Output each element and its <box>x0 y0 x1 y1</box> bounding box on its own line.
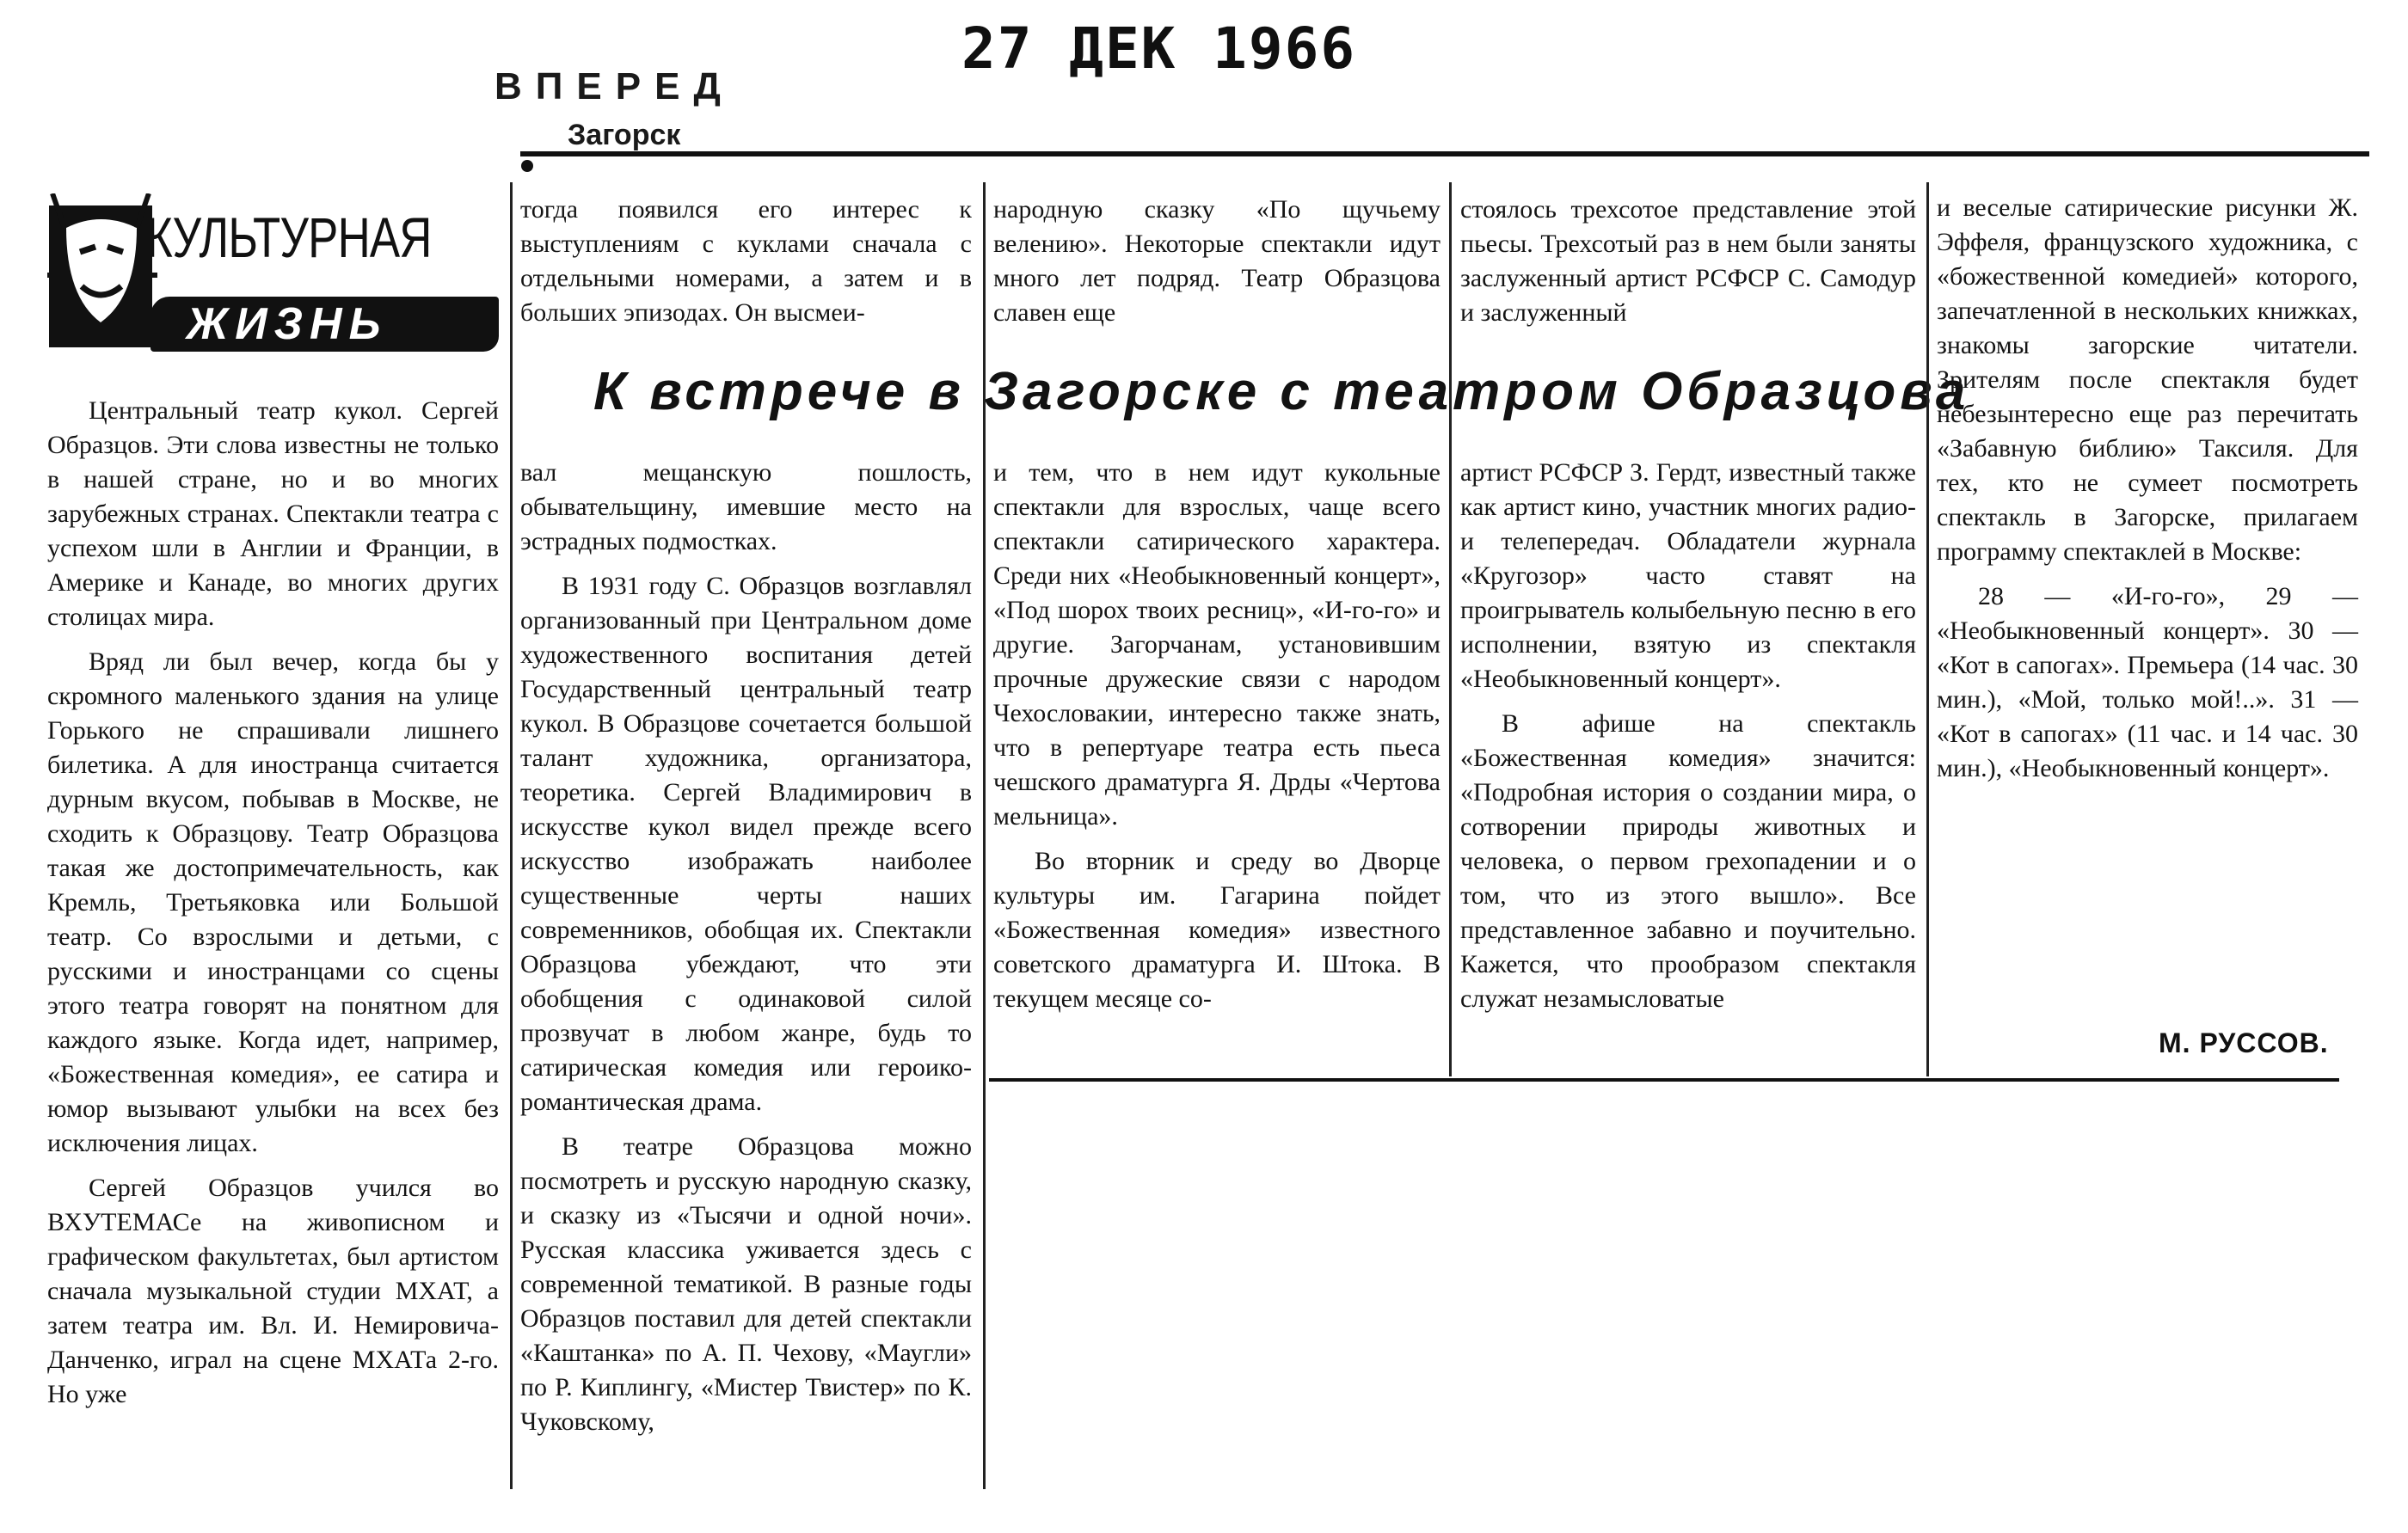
paragraph: и веселые сатирические рисунки Ж. Эффеля, французского художника, с «божественной комедией» которого, запечатленной в нескольких книжках, знакомы загорские читатели. Зрителям после спектакля будет небезынтересно еще раз перечитать «Забавную библию» Таксиля. Для тех, кто не сумеет посмотреть спектакль в Загорске, прилагаем программу спектаклей в Москве: <box>1937 193 2358 566</box>
article-top-column-2 <box>520 193 972 330</box>
paragraph: вал мещанскую пошлость, обывательщину, имевшие место на эстрадных подмостках. <box>520 458 972 555</box>
rubric-title-top: КУЛЬТУРНАЯ <box>146 205 432 269</box>
article-column-1 <box>47 394 499 1412</box>
column-rule-4 <box>1926 182 1929 1076</box>
paragraph: артист РСФСР З. Гердт, известный также как артист кино, участник многих радио- и телепередач. Обладатели журнала «Кругозор» часто ставят на проигрыватель колыбельную песню в его исполнении, взятую из спектакля «Необыкновенный концерт». <box>1460 458 1916 693</box>
paragraph: тогда появился его интерес к выступлениям с куклами сначала с отдельными номерами, а затем и в больших эпизодах. Он высмеи- <box>520 195 972 327</box>
paragraph: и тем, что в нем идут кукольные спектакли для взрослых, чаще всего спектакли сатирического характера. Среди них «Необыкновенный концерт», «Под шорох твоих ресниц», «И-го-го» и другие. Загорчанам, установившим прочные дружеские связи с народом Чехословакии, интересно также знать, что в репертуаре театра есть пьеса чешского драматурга Я. Дрды «Чертова мельница». <box>993 458 1440 831</box>
article-top-column-4 <box>1460 193 1916 330</box>
masthead-dot <box>521 160 533 172</box>
paragraph: стоялось трехсотое представление этой пьесы. Трехсотый раз в нем были заняты заслуженный артист РСФСР С. Самодур и заслуженный <box>1460 195 1916 327</box>
article-top-column-3 <box>993 193 1440 330</box>
masthead-rule <box>520 151 2369 156</box>
article-column-2 <box>520 456 972 1439</box>
paragraph: В 1931 году С. Образцов возглавлял организованный при Центральном доме художественного воспитания детей Государственный центральный театр кукол. В Образцове сочетается большой талант художника, организатора, теоретика. Сергей Владимирович в искусстве кукол видел прежде всего искусство изображать наиболее существенные черты наших современников, обобщая их. Спектакли Образцова убеждают, что эти обобщения с одинаковой силой прозвучат в любом жанре, будь то сатирическая комедия или героико-романтическая драма. <box>520 572 972 1116</box>
column-rule-3 <box>1449 182 1452 1076</box>
paragraph: 28 — «И-го-го», 29 — «Необыкновенный концерт». 30 — «Кот в сапогах». Премьера (14 час. 30 мин.), «Мой, только мой!..». 31 — «Кот в сапогах» (11 час. и 14 час. 30 мин.), «Необыкновенный концерт». <box>1937 582 2358 782</box>
column-rule-2 <box>983 182 986 1489</box>
paragraph: Центральный театр кукол. Сергей Образцов. Эти слова известны не только в нашей стране, но и во многих зарубежных странах. Спектакли театра с успехом шли в Англии и Франции, в Америке и Канаде, во многих других столицах мира. <box>47 396 499 631</box>
article-column-3 <box>993 456 1440 1016</box>
paragraph: Во вторник и среду во Дворце культуры им. Гагарина пойдет «Божественная комедия» известного советского драматурга И. Штока. В текущем месяце со- <box>993 847 1440 1013</box>
rubric-title-bottom: ЖИЗНЬ <box>187 299 388 349</box>
column-rule-1 <box>510 182 513 1489</box>
article-headline: К встрече в Загорске с театром Образцова <box>593 362 1970 421</box>
paragraph: В театре Образцова можно посмотреть и русскую народную сказку, и сказку из «Тысячи и одной ночи». Русская классика уживается здесь с современной тематикой. В разные годы Образцов поставил для детей спектакли «Каштанка» по А. П. Чехову, «Маугли» по Р. Киплингу, «Мистер Твистер» по К. Чуковскому, <box>520 1132 972 1436</box>
rubric-title-banner <box>150 297 499 352</box>
paragraph: Вряд ли был вечер, когда бы у скромного маленького здания на улице Горького не спрашивали лишнего билетика. А для иностранца считается дурным вкусом, побывав в Москве, не сходить к Образцову. Театр Образцова такая же достопримечательность, как Кремль, Третьяковка или Большой театр. Со взрослыми и детьми, с русскими и иностранцами со сцены этого театра говорят на понятном для каждого языке. Когда идет, например, «Божественная комедия», ее сатира и юмор вызывают улыбки на всех без исключения лицах. <box>47 647 499 1157</box>
paragraph: народную сказку «По щучьему велению». Некоторые спектакли идут много лет подряд. Театр Образцова славен еще <box>993 195 1440 327</box>
article-column-4 <box>1460 456 1916 1016</box>
author-signature: М. РУССОВ. <box>2159 1027 2329 1058</box>
paragraph: В афише на спектакль «Божественная комедия» значится: «Подробная история о создании мира, о сотворении природы животных и человека, о первом грехопадении и о том, что из этого вышло». Все представленное забавно и поучительно. Кажется, что прообразом спектакля служат незамысловатые <box>1460 709 1916 1013</box>
section-rule <box>989 1078 2339 1082</box>
date-stamp: 27 ДЕК 1966 <box>961 15 1357 82</box>
newspaper-city: Загорск <box>568 119 681 151</box>
article-column-5 <box>1937 191 2358 786</box>
paragraph: Сергей Образцов учился во ВХУТЕМАСе на живописном и графическом факультетах, был артистом сначала музыкальной студии МХАТ, а затем театра им. Вл. И. Немировича-Данченко, играл на сцене МХАТа 2-го. Но уже <box>47 1174 499 1408</box>
newspaper-name: ВПЕРЕД <box>494 65 734 107</box>
